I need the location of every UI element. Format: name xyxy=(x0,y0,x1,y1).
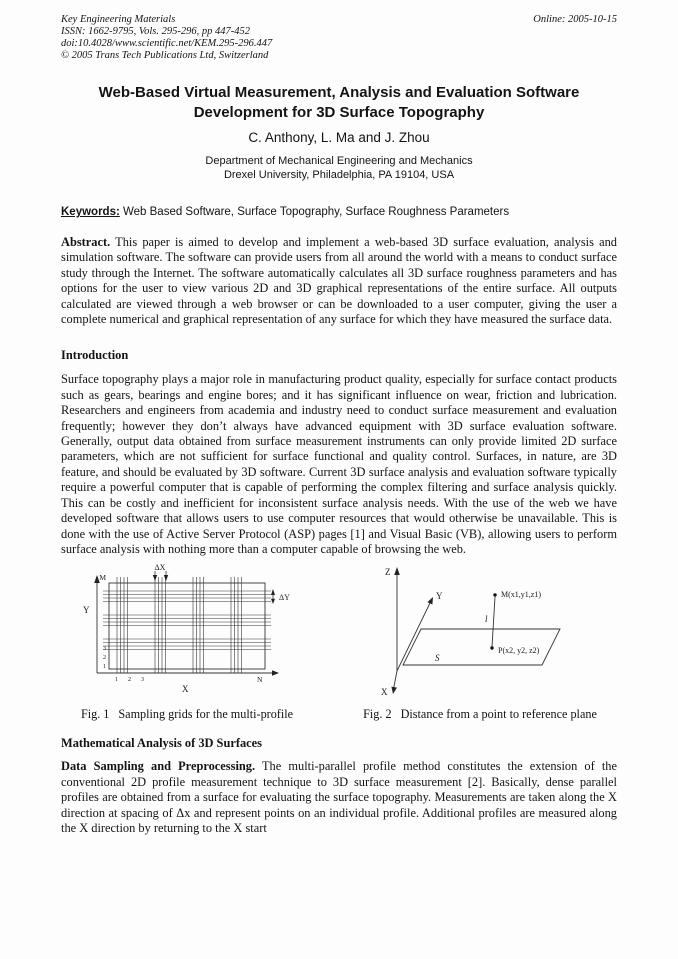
fig1-sampling-grid-diagram xyxy=(67,561,307,699)
fig2-y-axis-label: Y xyxy=(436,591,443,602)
figures-row xyxy=(61,559,617,722)
journal-name: Key Engineering Materials xyxy=(61,14,176,25)
affiliation-line1: Department of Mechanical Engineering and Mechanics xyxy=(205,155,473,167)
introduction-body: Surface topography plays a major role in manufacturing product quality, especially for surface contact products such as gears, bearings and engine bores; and it has significant influence on wear, friction and lubrication. Researchers and engineers from academia and industry need to conduct surface measurement and evaluation frequently; however they don’t always have advanced equipment with 3D surface evaluation software. Generally, output data obtained from surface measurement instruments can only provide limited 2D surface parameters, which are not sufficient for surface functional and quality control. Surfaces, in nature, are 3D feature, and should be evaluated by 3D software. Current 3D surface analysis and evaluation software typically require a powerful computer that is capable of performing the complex filtering and surface analysis quickly. This can be costly and inefficient for inconsistent surface analysis needs. With the use of the web we have developed software that allows users to use computer resources that would otherwise be unavailable. This is done with the use of Active Server Protocol (ASP) pages [1] and Visual Basic (VB), allowing users to perform surface analysis with nothing more than a computer capable of browsing the web. xyxy=(61,372,617,556)
distance-line xyxy=(492,597,495,647)
figure-1 xyxy=(67,561,307,722)
delta-x-label: ΔX xyxy=(154,563,166,573)
vertical-profile-lines xyxy=(117,577,242,673)
fig1-x-axis-label: X xyxy=(182,684,189,695)
point-m-dot xyxy=(493,594,496,597)
fig1-caption-text: Sampling grids for the multi-profile xyxy=(118,707,294,722)
abstract-label: Abstract. xyxy=(61,235,111,249)
fig2-z-axis xyxy=(394,567,400,671)
paper-title xyxy=(61,83,617,123)
fig2-caption xyxy=(345,707,615,722)
line-l-label: l xyxy=(485,614,488,625)
section-heading-introduction: Introduction xyxy=(61,348,129,363)
fig1-col1-label: 1 xyxy=(115,677,118,684)
fig1-col3-label: 3 xyxy=(141,677,144,684)
online-date: Online: 2005-10-15 xyxy=(533,14,617,25)
fig1-caption xyxy=(67,707,307,722)
point-m-label: M(x1,y1,z1) xyxy=(501,590,541,600)
fig2-point-to-plane-diagram xyxy=(345,559,615,699)
publication-meta xyxy=(61,14,272,62)
horizontal-profile-lines xyxy=(103,591,271,653)
point-p-dot xyxy=(490,647,493,650)
figure-2 xyxy=(345,559,615,722)
copyright-line: © 2005 Trans Tech Publications Ltd, Switzerland xyxy=(61,50,269,61)
doi-line: doi:10.4028/www.scientific.net/KEM.295-296.447 xyxy=(61,38,273,49)
fig1-row2-label: 2 xyxy=(103,655,106,662)
delta-y-dimension xyxy=(271,589,275,604)
abstract xyxy=(61,235,617,327)
plane-s-label: S xyxy=(435,653,440,664)
authors: C. Anthony, L. Ma and J. Zhou xyxy=(248,130,430,145)
fig1-x-axis xyxy=(97,671,279,677)
delta-y-label: ΔY xyxy=(279,593,290,603)
abstract-text: This paper is aimed to develop and implement a web-based 3D surface evaluation, analysis and simulation software. The software can provide users from all around the world with a means to conduct surface study through the Internet. The software automatically calculates all 3D surface roughness parameters and has options for the user to view various 2D and 3D graphical representations of the entire surface. All outputs calculated are viewed through a web browser or can be downloaded to a user computer, giving the user a complete numerical and graphical representation of any surface for which they have measured the surface data. xyxy=(61,235,617,327)
keywords-text: Web Based Software, Surface Topography, Surface Roughness Parameters xyxy=(119,206,510,218)
fig2-caption-label: Fig. 2 xyxy=(363,707,392,722)
fig1-caption-label: Fig. 1 xyxy=(80,707,110,722)
fig1-row3-label: 3 xyxy=(103,646,106,653)
section-heading-math: Mathematical Analysis of 3D Surfaces xyxy=(61,736,262,751)
data-sampling-text: The multi-parallel profile method constitutes the extension of the conventional 2D profile measurement technique to 3D surface measurement [2]. Basically, dense parallel profiles are obtained from a surface for evaluating the surface topography. Measurements are taken along the X direction at spacing of Δx and represent points on an individual profile. Additional profiles are measured along the X direction by returning to the X start xyxy=(61,759,617,835)
fig2-x-axis xyxy=(391,671,397,694)
fig2-z-axis-label: Z xyxy=(385,567,391,578)
fig1-n-label: N xyxy=(257,675,263,685)
fig1-y-axis xyxy=(94,575,100,673)
publication-header xyxy=(61,14,617,62)
keywords-label: Keywords: xyxy=(61,206,120,218)
keywords-line xyxy=(61,206,617,218)
paper-title-line1: Web-Based Virtual Measurement, Analysis and Evaluation Software xyxy=(98,84,580,101)
issn-line: ISSN: 1662-9795, Vols. 295-296, pp 447-452 xyxy=(61,26,250,37)
fig1-row1-label: 1 xyxy=(103,664,106,671)
paper-title-line2: Development for 3D Surface Topography xyxy=(193,104,485,121)
delta-x-dimension xyxy=(153,571,168,581)
fig1-m-label: M xyxy=(99,573,106,583)
affiliation-line2: Drexel University, Philadelphia, PA 19104, USA xyxy=(223,168,455,181)
fig2-caption-text: Distance from a point to reference plane xyxy=(400,707,597,722)
fig2-x-axis-label: X xyxy=(381,687,388,698)
fig1-y-axis-label: Y xyxy=(83,605,90,616)
fig1-col2-label: 2 xyxy=(128,677,131,684)
fig2-y-axis xyxy=(397,597,433,671)
point-p-label: P(x2, y2, z2) xyxy=(498,646,540,656)
affiliation xyxy=(61,155,617,182)
data-sampling-label: Data Sampling and Preprocessing. xyxy=(61,759,256,774)
data-sampling-paragraph xyxy=(61,759,617,836)
